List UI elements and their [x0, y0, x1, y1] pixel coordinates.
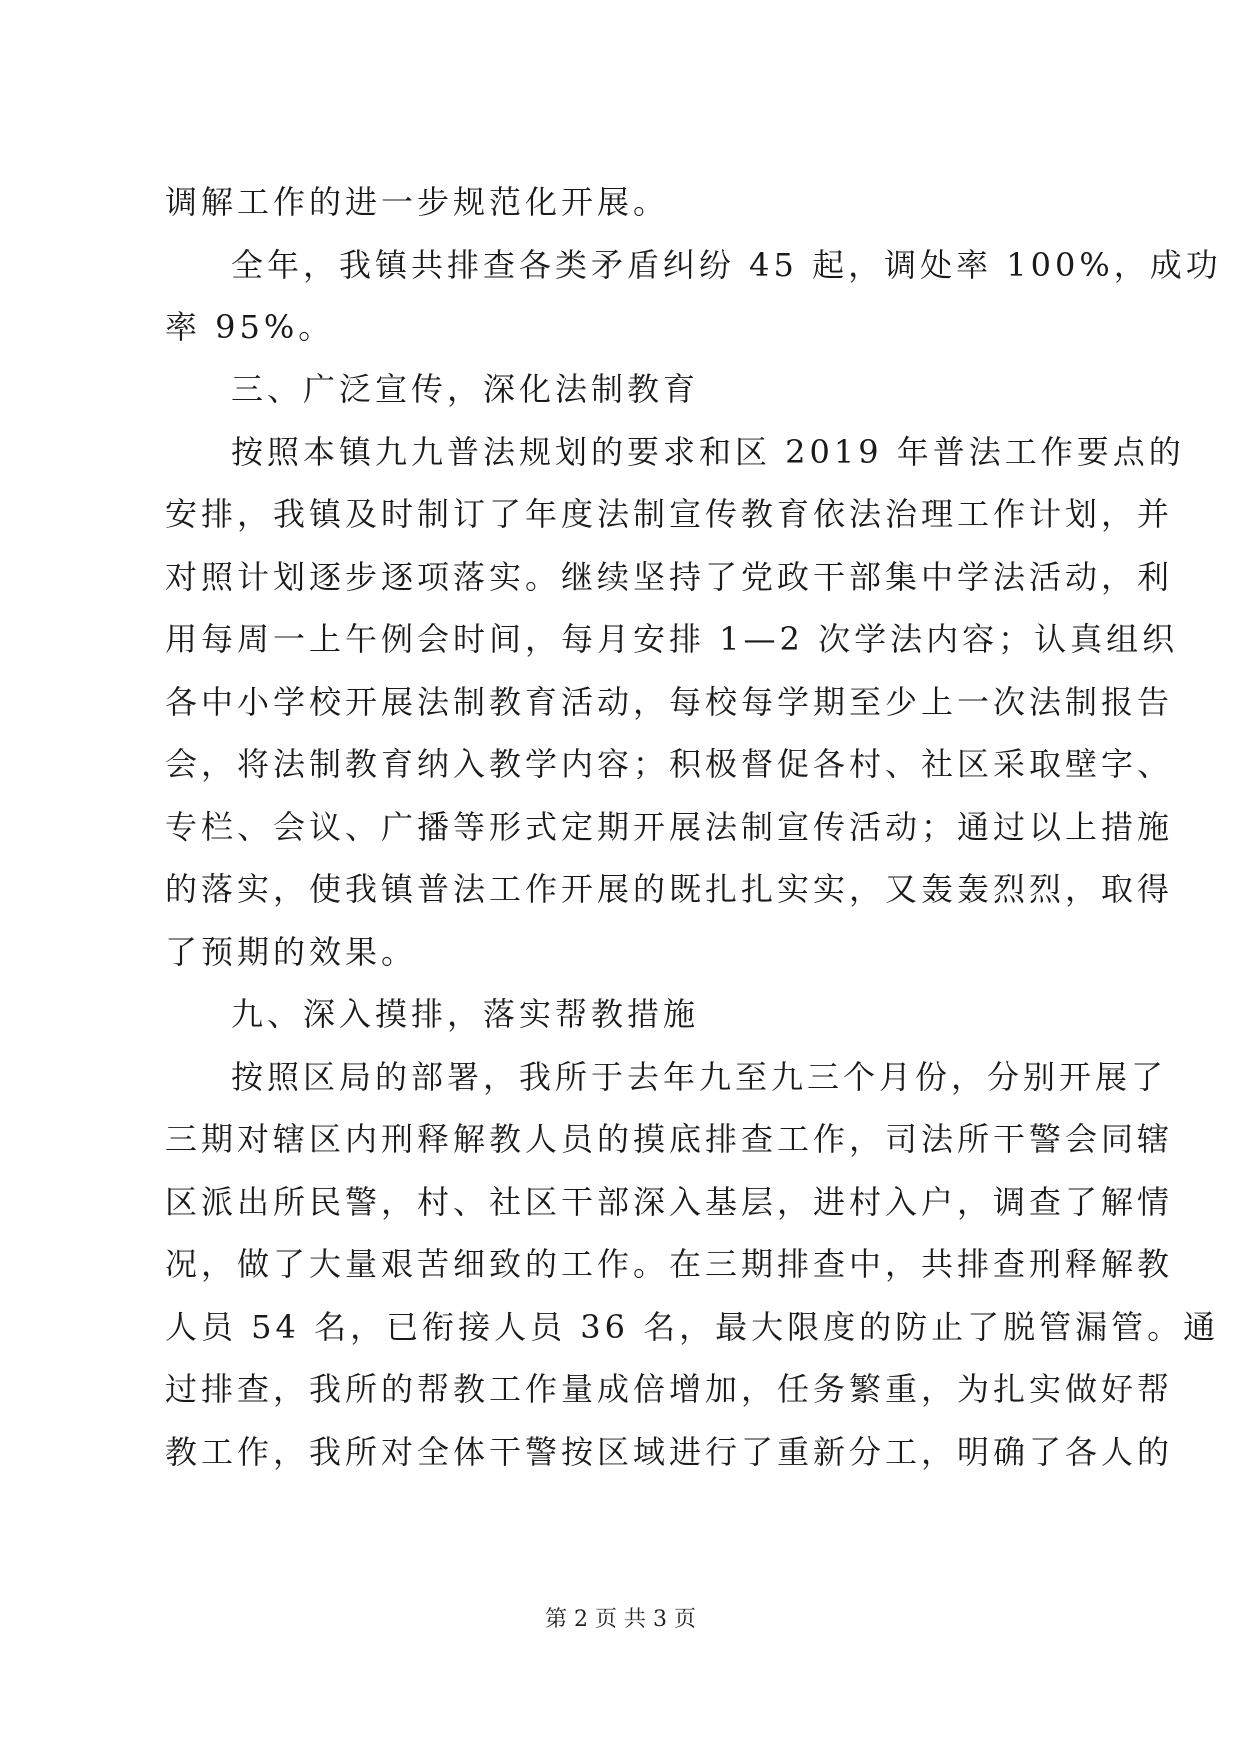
page-number-footer: 第 2 页 共 3 页	[545, 1607, 696, 1632]
text-line: 区派出所民警，村、社区干部深入基层，进村入户，调查了解情	[165, 1183, 1174, 1221]
text-line: 了预期的效果。	[165, 933, 418, 971]
text-line: 人员 54 名，已衔接人员 36 名，最大限度的防止了脱管漏管。通	[165, 1308, 1220, 1346]
text-line: 率 95%。	[165, 308, 335, 346]
text-line: 对照计划逐步逐项落实。继续坚持了党政干部集中学法活动，利	[165, 558, 1174, 596]
text-line: 教工作，我所对全体干警按区域进行了重新分工，明确了各人的	[165, 1433, 1174, 1471]
text-line: 三期对辖区内刑释解教人员的摸底排查工作，司法所干警会同辖	[165, 1120, 1174, 1158]
text-line: 按照本镇九九普法规划的要求和区 2019 年普法工作要点的	[231, 433, 1185, 471]
text-line: 过排查，我所的帮教工作量成倍增加，任务繁重，为扎实做好帮	[165, 1370, 1174, 1408]
section-heading: 九、深入摸排，落实帮教措施	[231, 995, 700, 1033]
text-line: 用每周一上午例会时间，每月安排 1—2 次学法内容；认真组织	[165, 620, 1179, 658]
section-heading: 三、广泛宣传，深化法制教育	[231, 370, 700, 408]
text-line: 全年，我镇共排查各类矛盾纠纷 45 起，调处率 100%，成功	[231, 246, 1222, 284]
text-line: 各中小学校开展法制教育活动，每校每学期至少上一次法制报告	[165, 683, 1174, 721]
text-line: 专栏、会议、广播等形式定期开展法制宣传活动；通过以上措施	[165, 808, 1174, 846]
text-line: 调解工作的进一步规范化开展。	[165, 183, 670, 221]
text-line: 按照区局的部署，我所于去年九至九三个月份，分别开展了	[231, 1058, 1168, 1096]
text-line: 的落实，使我镇普法工作开展的既扎扎实实，又轰轰烈烈，取得	[165, 870, 1174, 908]
text-line: 安排，我镇及时制订了年度法制宣传教育依法治理工作计划，并	[165, 495, 1174, 533]
text-line: 会，将法制教育纳入教学内容；积极督促各村、社区采取壁字、	[165, 745, 1174, 783]
text-line: 况，做了大量艰苦细致的工作。在三期排查中，共排查刑释解教	[165, 1245, 1174, 1283]
